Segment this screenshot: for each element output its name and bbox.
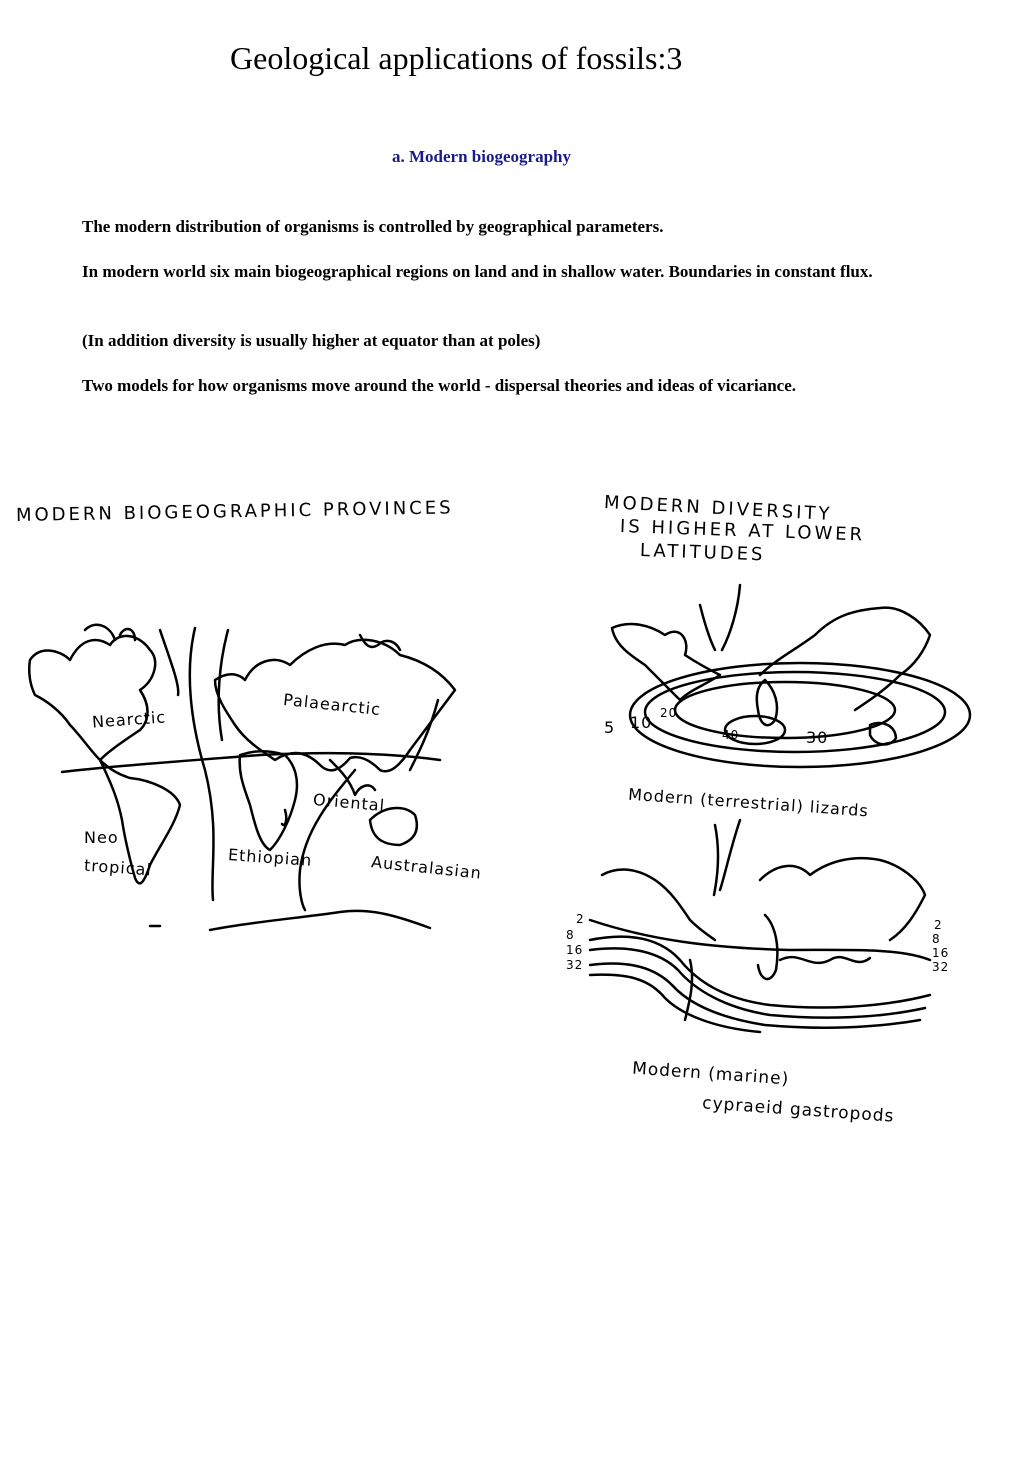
paragraph-models: Two models for how organisms move around the world - dispersal theories and ideas of vicariance.	[82, 376, 796, 395]
lizard-contour-10: 10	[630, 713, 653, 732]
label-australasian: Australasian	[370, 852, 483, 883]
paragraph-distribution: The modern distribution of organisms is controlled by geographical parameters.	[82, 217, 664, 236]
left-sketch-heading: MODERN BIOGEOGRAPHIC PROVINCES	[15, 497, 454, 526]
gastropod-right-contour-2: 2	[934, 918, 943, 932]
label-neotropical-line2: tropical	[83, 855, 153, 880]
right-heading-line1: MODERN DIVERSITY	[603, 492, 833, 525]
right-heading-line3: LATITUDES	[639, 540, 766, 566]
right-heading-line2: IS HIGHER AT LOWER	[619, 516, 866, 546]
paragraph-regions: In modern world six main biogeographical regions on land and in shallow water. Boundaries in constant flux.	[82, 262, 873, 281]
label-oriental: Oriental	[312, 789, 386, 816]
gastropod-right-contour-32: 32	[932, 960, 950, 974]
lizard-contour-30: 30	[806, 728, 829, 747]
gastropod-caption-line1: Modern (marine)	[631, 1058, 790, 1090]
lizard-contour-20: 20	[660, 706, 678, 720]
lizard-contour-40: 40	[722, 728, 740, 742]
label-ethiopian: Ethiopian	[227, 845, 313, 870]
lizard-contour-5: 5	[604, 718, 616, 737]
gastropod-left-contour-2: 2	[576, 912, 585, 926]
paragraph-diversity: (In addition diversity is usually higher at equator than at poles)	[82, 331, 541, 350]
page-title: Geological applications of fossils:3	[230, 40, 683, 76]
biogeographic-provinces-map	[0, 600, 500, 940]
gastropod-left-contour-16: 16	[566, 943, 584, 957]
section-heading: a. Modern biogeography	[392, 147, 571, 166]
gastropod-right-contour-8: 8	[932, 932, 941, 946]
label-neotropical-line1: Neo	[84, 828, 119, 847]
gastropod-caption-line2: cypraeid gastropods	[701, 1093, 896, 1127]
lizard-map-caption: Modern (terrestrial) lizards	[627, 784, 870, 821]
gastropod-left-contour-32: 32	[566, 958, 584, 972]
gastropod-left-contour-8: 8	[566, 928, 575, 942]
gastropod-right-contour-16: 16	[932, 946, 950, 960]
gastropod-diversity-map	[590, 820, 970, 1040]
label-palaearctic: Palaearctic	[282, 689, 382, 720]
lizard-diversity-map	[590, 580, 970, 800]
label-nearctic: Nearctic	[91, 707, 167, 732]
